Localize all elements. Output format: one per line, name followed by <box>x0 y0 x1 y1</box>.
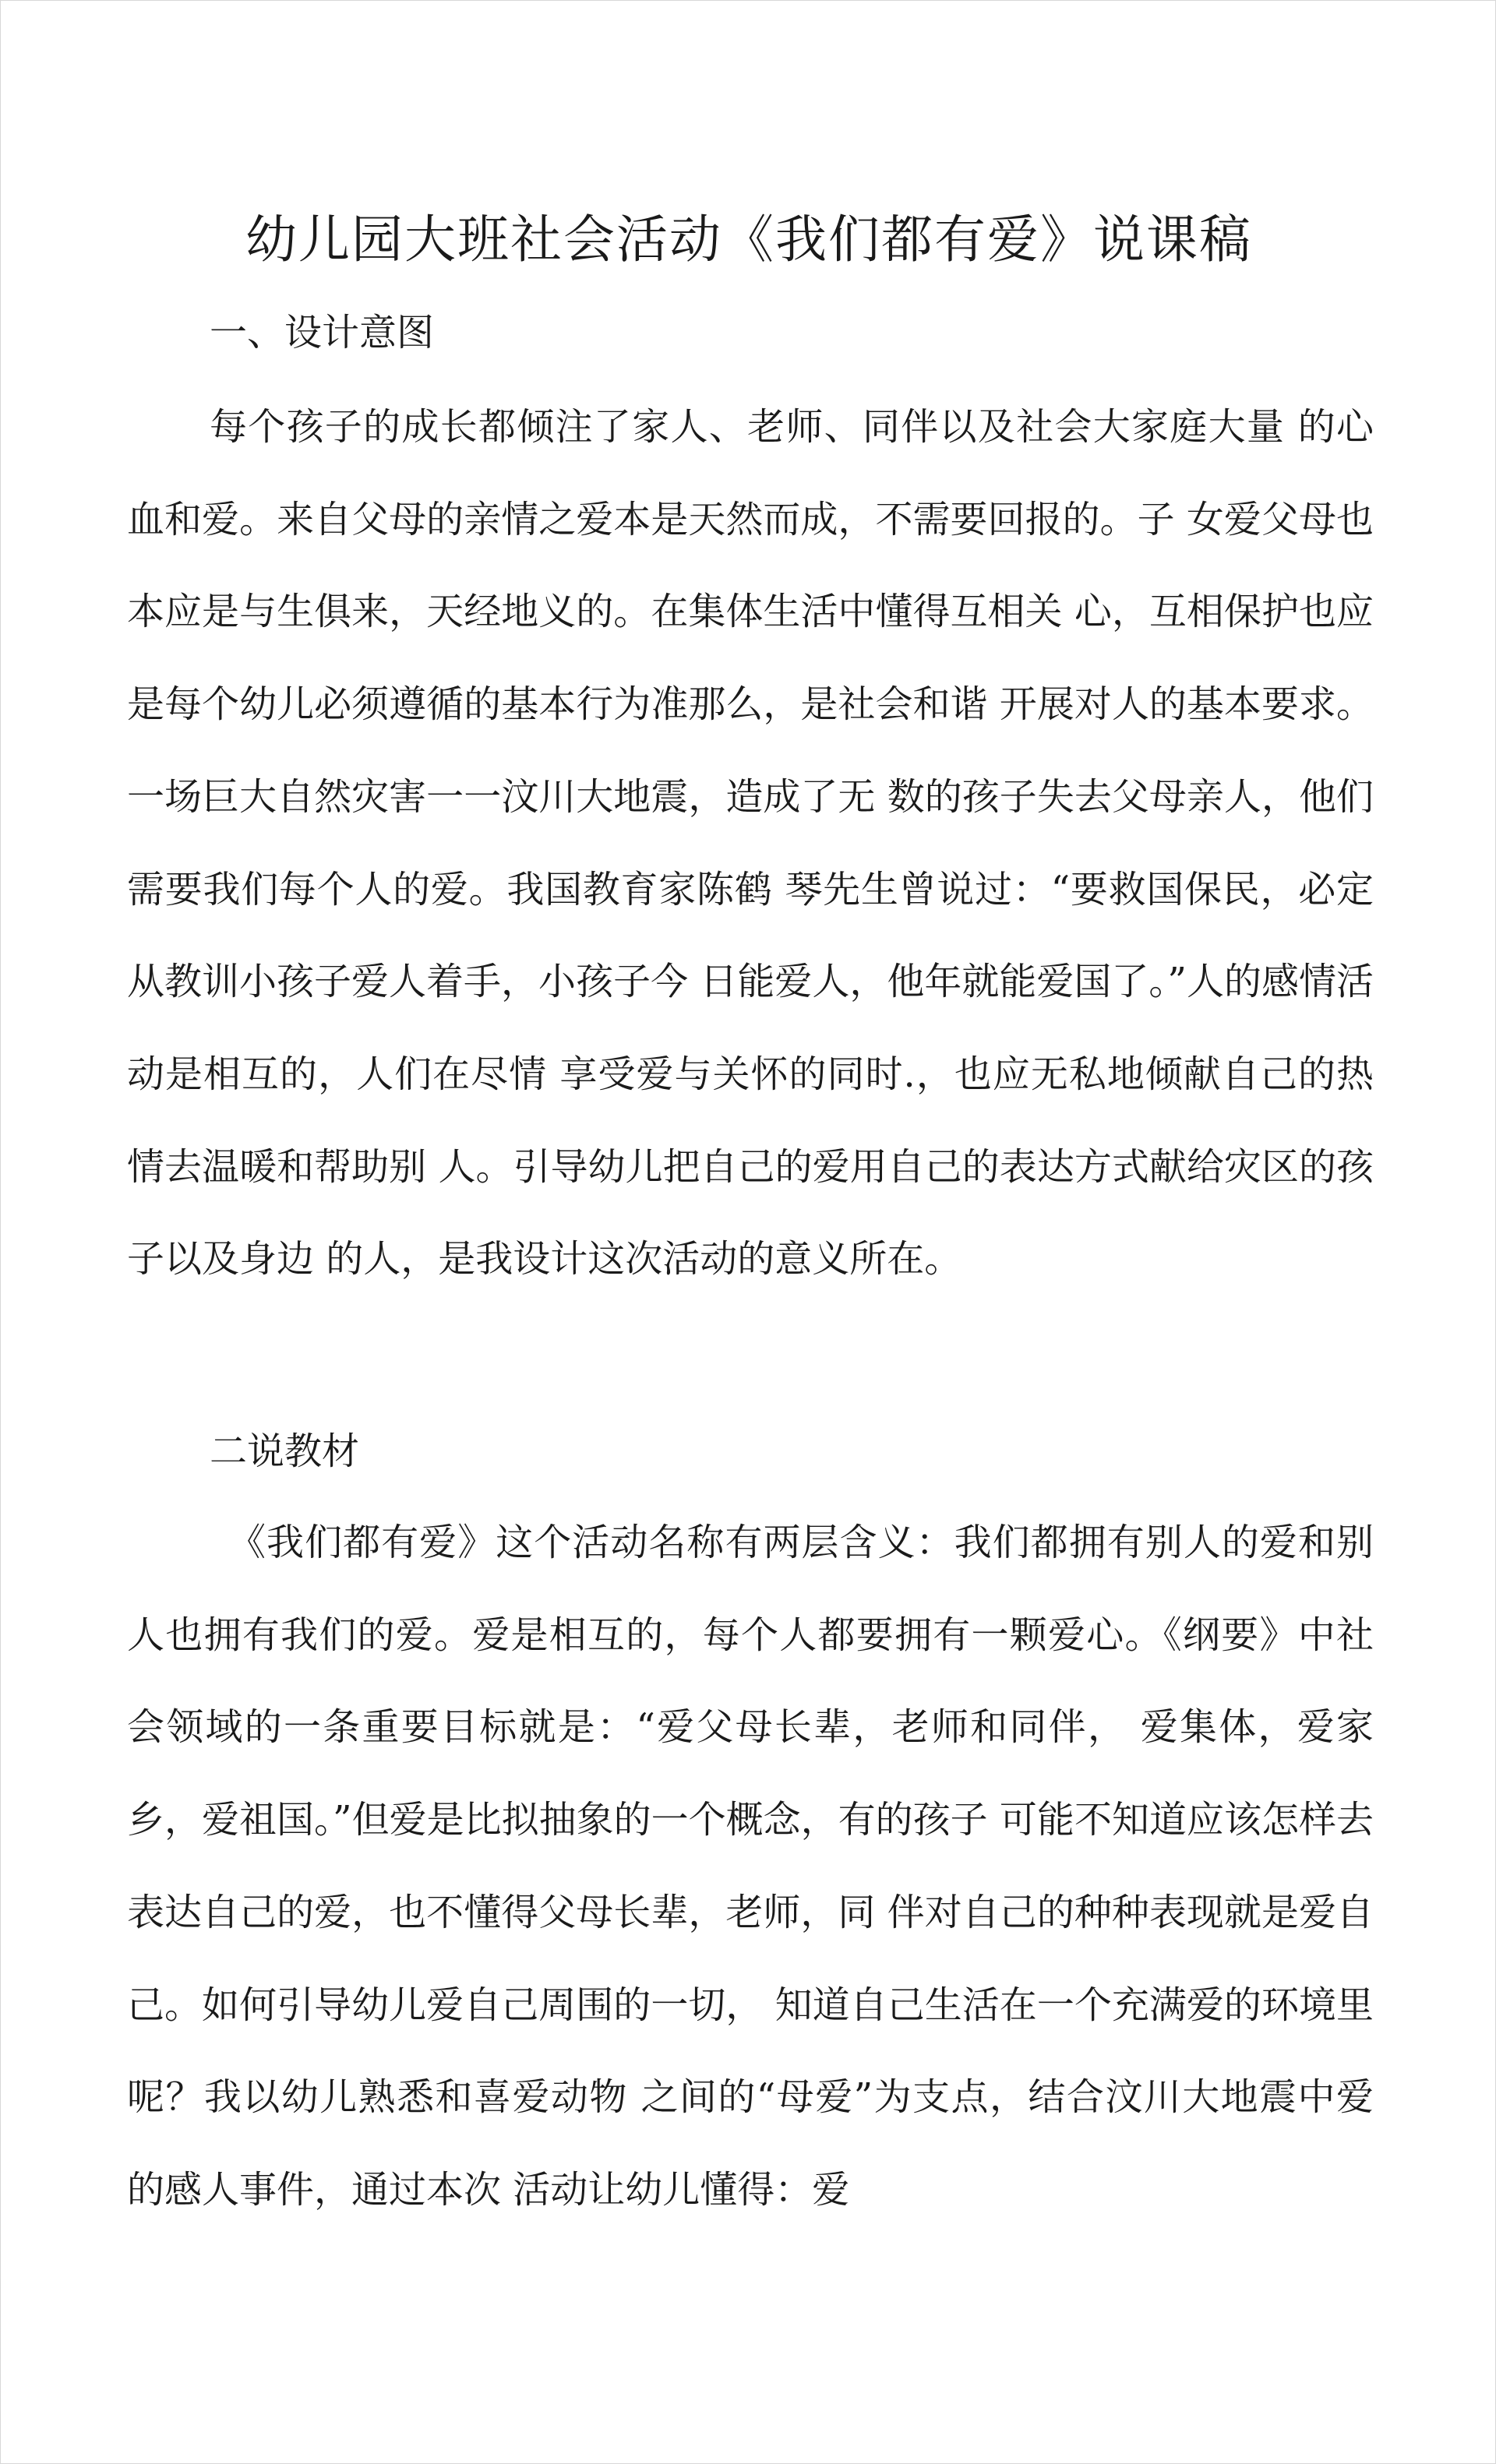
paragraph-teaching-material: 《我们都有爱》这个活动名称有两层含义：我们都拥有别人的爱和别人也拥有我们的爱。爱是相互的，每个人都要拥有一颗爱心。《纲要》中社会领域的一条重要目标就是：“爱父母长辈，老师和同伴， 爱集体，爱家乡，爱祖国。”但爱是比拟抽象的一个概念，有的孩子 可能不知道应该怎样去表达自己的爱，也不懂得父母长辈，老师，同 伴对自己的种种表现就是爱自己。如何引导幼儿爱自己周围的一切， 知道自己生活在一个充满爱的环境里呢？我以幼儿熟悉和喜爱动物 之间的“母爱”为支点，结合汶川大地震中爱的感人事件，通过本次 活动让幼儿懂得：爱 <box>127 1521 1374 2212</box>
document-title: 幼儿园大班社会活动《我们都有爱》说课稿 <box>245 210 1252 270</box>
section-heading-teaching-material: 二说教材 <box>210 1429 360 1473</box>
section-heading-design-intent: 一、设计意图 <box>210 311 435 354</box>
paragraph-design-intent: 每个孩子的成长都倾注了家人、老师、同伴以及社会大家庭大量 的心血和爱。来自父母的亲情之爱本是天然而成，不需要回报的。子 女爱父母也本应是与生俱来，天经地义的。在集体生活中懂得互相关 心，互相保护也应是每个幼儿必须遵循的基本行为准那么，是社会和谐 开展对人的基本要求。一场巨大自然灾害一一汶川大地震，造成了无 数的孩子失去父母亲人，他们需要我们每个人的爱。我国教育家陈鹤 琴先生曾说过：“要救国保民，必定从教训小孩子爱人着手，小孩子今 日能爱人，他年就能爱国了。”人的感情活动是相互的，人们在尽情 享受爱与关怀的同时.，也应无私地倾献自己的热情去温暖和帮助别 人。引导幼儿把自己的爱用自己的表达方式献给灾区的孩子以及身边 的人，是我设计这次活动的意义所在。 <box>127 405 1374 1281</box>
